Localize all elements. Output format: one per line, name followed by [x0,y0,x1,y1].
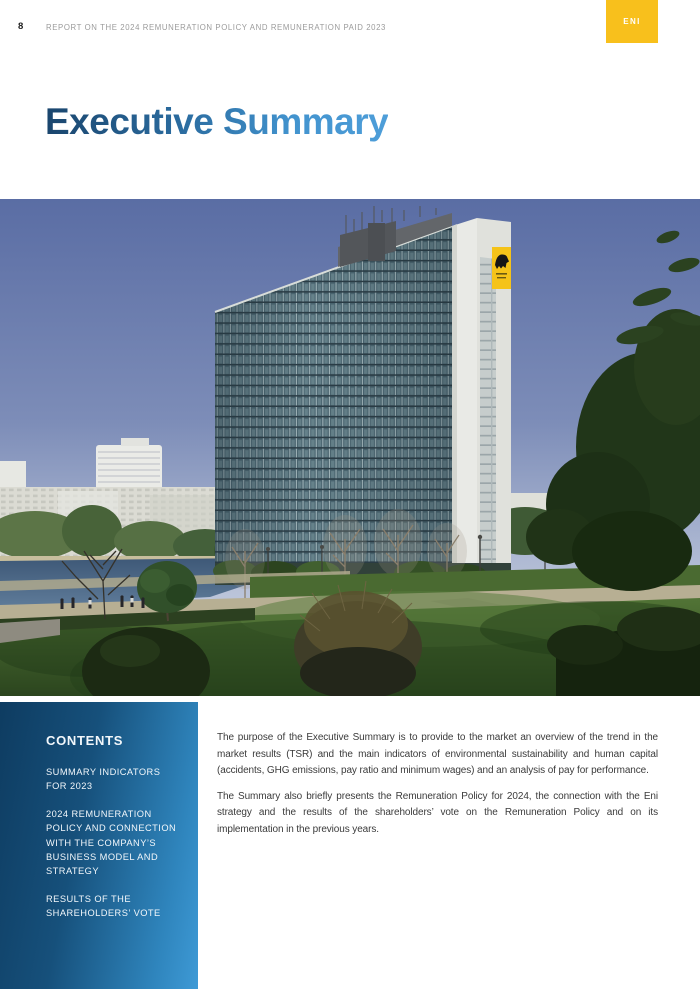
eni-brand-tab-label: ENI [623,17,641,26]
body-paragraph-1: The purpose of the Executive Summary is to provide to the market an overview of the trend in the market results (TSR) and the main indicators of environmental sustainability and human capital (accidents, GHG emissions, pay ratio and minimum wages) and an analysis of pay for performance. [217,732,658,776]
hero-photo [0,199,700,696]
contents-item-shareholders-vote[interactable]: RESULTS OF THE SHAREHOLDERS’ VOTE [46,893,161,919]
body-paragraph-2: The Summary also briefly presents the Remuneration Policy for 2024, the connection with the Eni strategy and the results of the shareholders’ vote on the Remuneration Policy and on its implementation in the previous years. [217,790,658,835]
contents-item-summary-indicators[interactable]: SUMMARY INDICATORS FOR 2023 [46,767,161,792]
page-title: Executive Summary [45,100,389,142]
eni-logo-on-building [492,247,511,289]
page-number: 8 [18,21,24,32]
report-title: REPORT ON THE 2024 REMUNERATION POLICY AND REMUNERATION PAID 2023 [46,23,386,32]
executive-summary-body [217,730,658,847]
contents-title: CONTENTS [46,733,124,748]
contents-panel [0,702,198,989]
eni-brand-tab [606,0,658,43]
contents-item-2024-policy[interactable]: 2024 REMUNERATION POLICY AND CONNECTION WITH THE COMPANY’S BUSINESS MODEL AND STRATEGY [46,808,177,877]
